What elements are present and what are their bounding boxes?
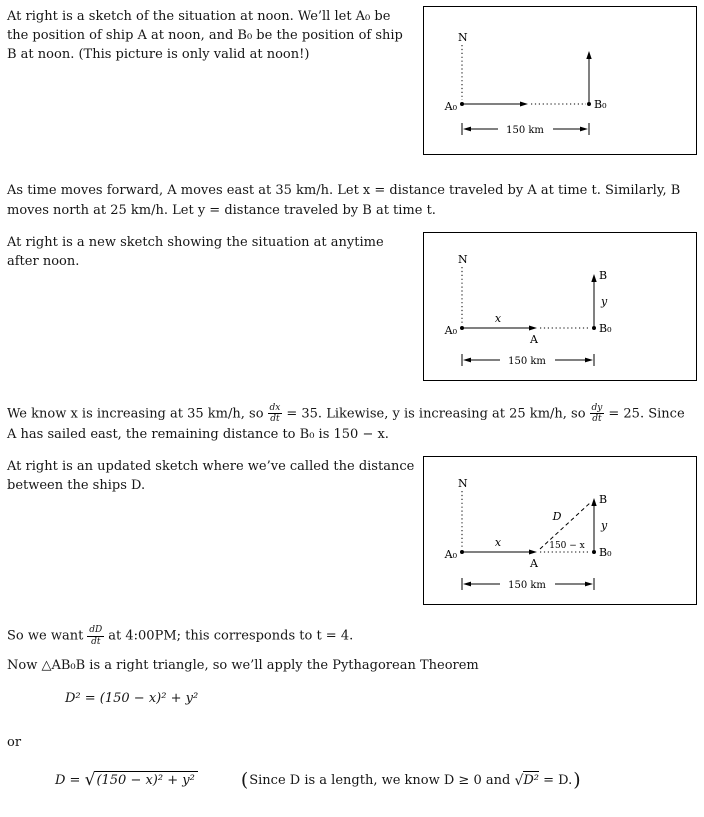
close-paren: ) [573, 769, 581, 792]
rates-text-1: We know x is increasing at 35 km/h, so [7, 406, 264, 422]
sketch-noon [423, 6, 697, 155]
rates-text-3: = 25. Since A has sailed east, the remaining distance to B₀ is 150 − x. [7, 406, 685, 442]
ship-a-noon-point [444, 324, 464, 337]
ship-b-noon-point [592, 546, 612, 559]
north-axis [458, 477, 468, 548]
note-text-1: Since D is a length, we know D ≥ 0 and [249, 773, 515, 789]
x-travel-arrow [462, 536, 590, 570]
north-label: N [458, 31, 468, 44]
ship-b-label: B [599, 269, 608, 282]
remaining-distance-label: 150 − x [549, 541, 585, 552]
x-label: x [494, 536, 502, 550]
ship-a-label: A [530, 333, 538, 346]
dx-dt-fraction: $\frac{dx}{dt}$ [269, 403, 281, 425]
d-label: D [552, 510, 562, 524]
north-axis [458, 253, 468, 324]
north-label: N [458, 253, 468, 266]
distance-measure [462, 354, 594, 367]
dD-dt-fraction: $\frac{dD}{dt}$ [89, 625, 103, 647]
rates-text-2: = 35. Likewise, y is increasing at 25 km/h, so [286, 406, 586, 422]
sketch-after-noon [423, 232, 697, 381]
north-axis [458, 31, 468, 100]
ship-a-label: A [530, 557, 538, 571]
ship-b-noon-label: B₀ [594, 98, 607, 111]
radical-icon: √ [84, 770, 96, 791]
distance-measure [462, 578, 594, 591]
ship-b-noon-point [592, 322, 612, 335]
sketch-updated [423, 456, 697, 605]
paragraph-updated-sketch: At right is an updated sketch where we’ve called the distance between the ships D. [7, 459, 415, 494]
goal-text-2: at 4:00PM; this corresponds to t = 4. [108, 628, 354, 644]
square-root-small: √D² [514, 773, 539, 790]
y-label: y [601, 519, 608, 533]
ship-b-label: B [599, 493, 608, 507]
or-label: or [7, 734, 22, 750]
distance-measure [462, 123, 589, 136]
north-arrow [586, 51, 591, 102]
x-label: x [494, 312, 502, 325]
square-root: √(150 − x)² + y² [85, 771, 198, 791]
distance-label: 150 km [506, 125, 544, 136]
east-arrow [462, 102, 586, 107]
dy-dt-fraction: $\frac{dy}{dt}$ [591, 403, 603, 425]
radical-icon: √ [514, 773, 524, 790]
ship-b-noon-point [587, 98, 607, 111]
paragraph-goal [7, 625, 697, 647]
row-noon [7, 6, 697, 155]
ship-a-noon-label: A₀ [444, 548, 457, 562]
equation-note [240, 769, 582, 792]
open-paren: ( [240, 769, 249, 792]
ship-a-noon-label: A₀ [444, 100, 457, 113]
row-after-noon [7, 232, 697, 381]
y-travel-arrow [591, 269, 608, 326]
ship-b-noon-label: B₀ [599, 546, 612, 560]
distance-label: 150 km [508, 580, 546, 592]
paragraph-motion: As time moves forward, A moves east at 35 km/h. Let x = distance traveled by A at time t. Similarly, B moves north at 25 km/h. Let y = distance traveled by B at time t. [7, 183, 681, 218]
paragraph-noon-setup: At right is a sketch of the situation at noon. We’ll let A₀ be the position of ship A at noon, and B₀ be the position of ship B at noon. (This picture is only valid at noon!) [7, 9, 403, 62]
north-label: N [458, 477, 468, 491]
paragraph-rates [7, 403, 697, 444]
x-travel-arrow [462, 312, 590, 346]
equation-d-squared: D² = (150 − x)² + y² [65, 691, 199, 707]
paragraph-new-sketch: At right is a new sketch showing the situation at anytime after noon. [7, 235, 384, 269]
equation-d-sqrt [55, 766, 697, 795]
ship-a-noon-point [444, 100, 464, 113]
note-text-2: = D. [539, 773, 573, 789]
ship-a-noon-label: A₀ [444, 324, 457, 337]
ship-b-noon-label: B₀ [599, 322, 612, 335]
eq2-lhs: D = [55, 773, 81, 789]
ship-a-noon-point [444, 548, 464, 561]
paragraph-pythagorean: Now △AB₀B is a right triangle, so we’ll apply the Pythagorean Theorem [7, 657, 479, 673]
goal-text-1: So we want [7, 628, 84, 644]
distance-label: 150 km [508, 356, 546, 367]
y-travel-arrow [591, 493, 608, 550]
row-updated [7, 456, 697, 605]
y-label: y [601, 295, 608, 308]
